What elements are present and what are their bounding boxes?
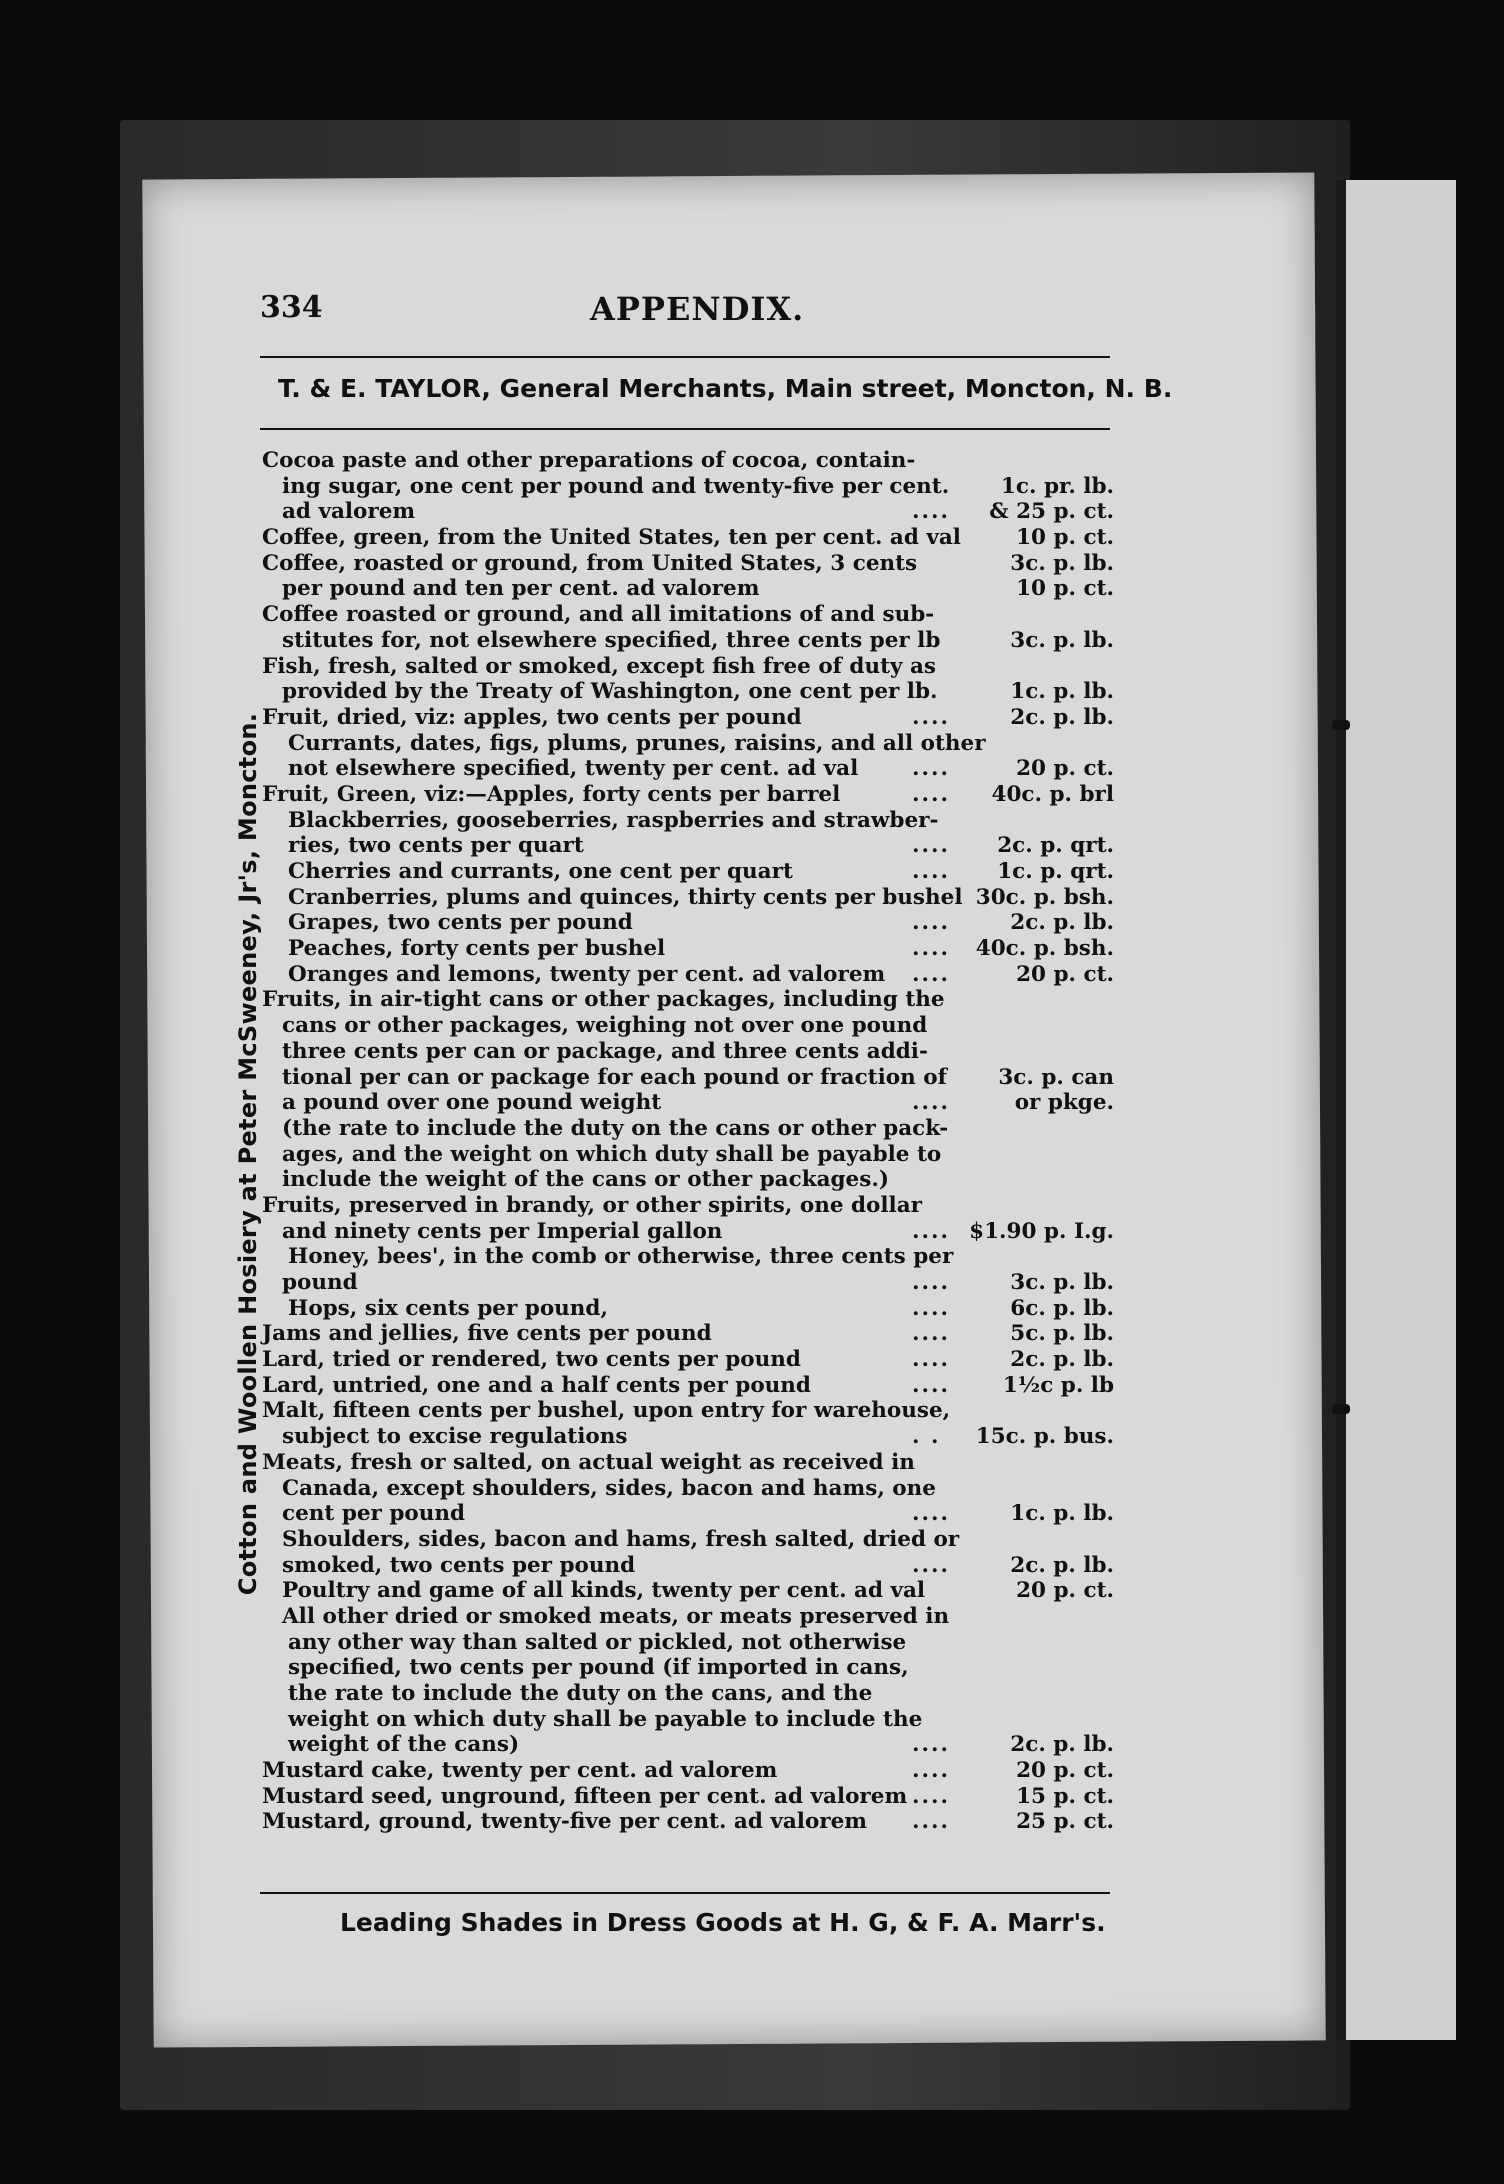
tariff-line — [262, 525, 1114, 551]
leader-dots: . . — [912, 1424, 941, 1450]
tariff-line — [262, 1604, 1114, 1630]
duty-rate: 5c. p. lb. — [1010, 1321, 1114, 1347]
item-text: ing sugar, one cent per pound and twenty-five per cent. — [282, 473, 950, 499]
tariff-line — [262, 1655, 1114, 1681]
item-text: a pound over one pound weight — [282, 1090, 662, 1116]
item-text: Currants, dates, figs, plums, prunes, raisins, and all other — [288, 730, 986, 756]
tariff-line — [262, 833, 1114, 859]
leader-dots: .... — [912, 499, 950, 525]
leader-dots: .... — [912, 910, 950, 936]
duty-rate: 40c. p. bsh. — [975, 936, 1114, 962]
tariff-line — [262, 1476, 1114, 1502]
duty-rate: 2c. p. lb. — [1010, 1552, 1114, 1578]
tariff-line — [262, 1578, 1114, 1604]
tariff-line — [262, 1065, 1114, 1091]
tariff-line — [262, 1090, 1114, 1116]
tariff-line — [262, 576, 1114, 602]
item-text: ages, and the weight on which duty shall be payable to — [282, 1141, 942, 1167]
item-text: smoked, two cents per pound — [282, 1552, 636, 1578]
tariff-line — [262, 1424, 1114, 1450]
item-text: Meats, fresh or salted, on actual weight as received in — [262, 1449, 915, 1475]
item-text: Malt, fifteen cents per bushel, upon entry for warehouse, — [262, 1398, 951, 1424]
tariff-line — [262, 1296, 1114, 1322]
facing-page-edge — [1336, 180, 1456, 2040]
leader-dots: .... — [912, 781, 950, 807]
duty-rate: 15 p. ct. — [1016, 1783, 1114, 1809]
tariff-line — [262, 1450, 1114, 1476]
duty-rate: 2c. p. lb. — [1010, 704, 1114, 730]
item-text: Shoulders, sides, bacon and hams, fresh salted, dried or — [282, 1526, 960, 1552]
item-text: Mustard cake, twenty per cent. ad valorem — [262, 1758, 778, 1784]
item-text: Poultry and game of all kinds, twenty per cent. ad val — [282, 1578, 926, 1604]
tariff-line — [262, 602, 1114, 628]
leader-dots: .... — [912, 1090, 950, 1116]
tariff-line — [262, 1321, 1114, 1347]
item-text: Coffee, green, from the United States, ten per cent. ad val — [262, 525, 961, 551]
duty-rate: 20 p. ct. — [1016, 756, 1114, 782]
tariff-line — [262, 885, 1114, 911]
duty-rate: 3c. p. can — [998, 1064, 1114, 1090]
leader-dots: .... — [912, 756, 950, 782]
tariff-line — [262, 1013, 1114, 1039]
duty-rate: 25 p. ct. — [1016, 1809, 1114, 1835]
duty-rate: 30c. p. bsh. — [975, 884, 1114, 910]
tariff-line — [262, 499, 1114, 525]
item-text: provided by the Treaty of Washington, one cent per lb. — [282, 679, 938, 705]
duty-rate: 3c. p. lb. — [1010, 550, 1114, 576]
item-text: Lard, untried, one and a half cents per pound — [262, 1372, 811, 1398]
duty-rate: 3c. p. lb. — [1010, 1270, 1114, 1295]
item-text: ad valorem — [282, 499, 416, 525]
item-text: the rate to include the duty on the cans, and the — [288, 1681, 873, 1706]
item-text: All other dried or smoked meats, or meats preserved in — [282, 1603, 950, 1629]
tariff-line — [262, 705, 1114, 731]
item-text: tional per can or package for each pound or fraction of — [282, 1064, 947, 1090]
duty-rate: 2c. p. lb. — [1010, 1347, 1114, 1373]
item-text: stitutes for, not elsewhere specified, three cents per lb — [282, 627, 941, 653]
duty-rate: 1c. p. lb. — [1010, 679, 1114, 705]
page-header — [260, 290, 1110, 334]
tariff-line — [262, 1270, 1114, 1296]
item-text: Grapes, two cents per pound — [288, 910, 633, 936]
tariff-line — [262, 1373, 1114, 1399]
item-text: three cents per can or package, and three cents addi- — [282, 1038, 928, 1064]
tariff-line — [262, 1732, 1114, 1758]
bottom-advertisement: Leading Shades in Dress Goods at H. G, & F. A. Marr's. — [340, 1908, 1106, 1937]
side-advertisement: Cotton and Woollen Hosiery at Peter McSweeney, Jr's, Moncton. — [234, 712, 262, 1596]
tariff-line — [262, 1167, 1114, 1193]
tariff-line — [262, 1758, 1114, 1784]
page-number: 334 — [260, 290, 323, 325]
item-text: per pound and ten per cent. ad valorem — [282, 576, 760, 602]
tariff-line — [262, 1527, 1114, 1553]
tariff-line — [262, 1116, 1114, 1142]
item-text: Coffee, roasted or ground, from United States, 3 cents — [262, 550, 918, 576]
item-text: Fish, fresh, salted or smoked, except fish free of duty as — [262, 653, 937, 679]
leader-dots: .... — [912, 704, 950, 730]
item-text: include the weight of the cans or other packages.) — [282, 1167, 889, 1193]
item-text: Cranberries, plums and quinces, thirty cents per bushel — [288, 884, 963, 910]
tariff-line — [262, 808, 1114, 834]
leader-dots: .... — [912, 1732, 950, 1758]
running-title: APPENDIX. — [590, 290, 805, 328]
item-text: pound — [282, 1270, 358, 1295]
header-rule — [260, 356, 1110, 358]
tariff-line — [262, 962, 1114, 988]
tariff-line — [262, 1707, 1114, 1733]
leader-dots: .... — [912, 1758, 950, 1784]
duty-rate: 40c. p. brl — [991, 781, 1114, 807]
duty-rate: 2c. p. qrt. — [997, 833, 1114, 859]
leader-dots: .... — [912, 1552, 950, 1578]
tariff-line — [262, 1553, 1114, 1579]
item-text: Fruit, dried, viz: apples, two cents per pound — [262, 704, 802, 730]
item-text: Cocoa paste and other preparations of cocoa, contain- — [262, 448, 916, 473]
tariff-line — [262, 756, 1114, 782]
leader-dots: .... — [912, 1295, 950, 1321]
item-text: cent per pound — [282, 1501, 466, 1527]
item-text: any other way than salted or pickled, not otherwise — [288, 1629, 907, 1655]
tariff-line — [262, 731, 1114, 757]
item-text: Fruits, preserved in brandy, or other spirits, one dollar — [262, 1192, 922, 1218]
item-text: Blackberries, gooseberries, raspberries and strawber- — [288, 807, 939, 833]
leader-dots: .... — [912, 936, 950, 962]
item-text: Oranges and lemons, twenty per cent. ad valorem — [288, 961, 886, 987]
item-text: Canada, except shoulders, sides, bacon and hams, one — [282, 1475, 936, 1501]
duty-rate: 3c. p. lb. — [1010, 627, 1114, 653]
tariff-line — [262, 1193, 1114, 1219]
tariff-line — [262, 1398, 1114, 1424]
item-text: Peaches, forty cents per bushel — [288, 936, 666, 962]
duty-rate: $1.90 p. I.g. — [969, 1218, 1114, 1244]
duty-rate: 10 p. ct. — [1016, 576, 1114, 602]
tariff-line — [262, 551, 1114, 577]
duty-rate: 2c. p. lb. — [1010, 1732, 1114, 1758]
tariff-line — [262, 1219, 1114, 1245]
tariff-line — [262, 1501, 1114, 1527]
top-advertisement: T. & E. TAYLOR, General Merchants, Main street, Moncton, N. B. — [278, 374, 1173, 403]
duty-rate: & 25 p. ct. — [989, 499, 1114, 525]
item-text: Jams and jellies, five cents per pound — [262, 1321, 712, 1347]
item-text: Coffee roasted or ground, and all imitations of and sub- — [262, 602, 935, 628]
item-text: specified, two cents per pound (if imported in cans, — [288, 1655, 909, 1681]
item-text: Cherries and currants, one cent per quart — [288, 859, 793, 884]
item-text: and ninety cents per Imperial gallon — [282, 1218, 723, 1244]
leader-dots: .... — [912, 1501, 950, 1527]
duty-rate: 1c. pr. lb. — [1000, 473, 1114, 499]
duty-rate: 10 p. ct. — [1016, 525, 1114, 551]
item-text: ries, two cents per quart — [288, 833, 584, 859]
tariff-line — [262, 936, 1114, 962]
duty-rate: or pkge. — [1014, 1090, 1114, 1116]
tariff-line — [262, 679, 1114, 705]
tariff-line — [262, 1630, 1114, 1656]
duty-rate: 6c. p. lb. — [1010, 1295, 1114, 1321]
binding-stitch — [1332, 1404, 1350, 1414]
ad-rule — [260, 428, 1110, 430]
item-text: weight of the cans) — [288, 1732, 520, 1758]
leader-dots: .... — [912, 859, 950, 884]
item-text: Mustard seed, unground, fifteen per cent. ad valorem — [262, 1783, 908, 1809]
tariff-line — [262, 474, 1114, 500]
item-text: Fruit, Green, viz:—Apples, forty cents per barrel — [262, 781, 841, 807]
item-text: (the rate to include the duty on the cans or other pack- — [282, 1115, 949, 1141]
tariff-line — [262, 448, 1114, 474]
leader-dots: .... — [912, 833, 950, 859]
item-text: Mustard, ground, twenty-five per cent. ad valorem — [262, 1809, 868, 1835]
leader-dots: .... — [912, 961, 950, 987]
leader-dots: .... — [912, 1270, 950, 1295]
tariff-list — [262, 448, 1114, 1835]
tariff-line — [262, 654, 1114, 680]
duty-rate: 1c. p. qrt. — [997, 859, 1114, 884]
tariff-line — [262, 782, 1114, 808]
tariff-line — [262, 1142, 1114, 1168]
tariff-line — [262, 628, 1114, 654]
tariff-line — [262, 859, 1114, 885]
leader-dots: .... — [912, 1347, 950, 1373]
duty-rate: 20 p. ct. — [1016, 1758, 1114, 1784]
leader-dots: .... — [912, 1783, 950, 1809]
leader-dots: .... — [912, 1809, 950, 1835]
footer-rule — [260, 1892, 1110, 1894]
duty-rate: 2c. p. lb. — [1010, 910, 1114, 936]
item-text: Hops, six cents per pound, — [288, 1295, 608, 1321]
item-text: Honey, bees', in the comb or otherwise, three cents per — [288, 1244, 954, 1270]
tariff-line — [262, 1244, 1114, 1270]
duty-rate: 20 p. ct. — [1016, 1578, 1114, 1604]
item-text: Fruits, in air-tight cans or other packages, including the — [262, 987, 945, 1013]
duty-rate: 15c. p. bus. — [975, 1424, 1114, 1450]
binding-stitch — [1332, 720, 1350, 730]
tariff-line — [262, 1347, 1114, 1373]
item-text: weight on which duty shall be payable to include the — [288, 1706, 923, 1732]
duty-rate: 1½c p. lb — [1002, 1372, 1114, 1398]
leader-dots: .... — [912, 1321, 950, 1347]
tariff-line — [262, 910, 1114, 936]
item-text: cans or other packages, weighing not over one pound — [282, 1013, 928, 1039]
item-text: subject to excise regulations — [282, 1424, 628, 1450]
item-text: Lard, tried or rendered, two cents per pound — [262, 1347, 801, 1373]
tariff-line — [262, 987, 1114, 1013]
leader-dots: .... — [912, 1218, 950, 1244]
duty-rate: 20 p. ct. — [1016, 961, 1114, 987]
duty-rate: 1c. p. lb. — [1010, 1501, 1114, 1527]
item-text: not elsewhere specified, twenty per cent. ad val — [288, 756, 859, 782]
tariff-line — [262, 1039, 1114, 1065]
leader-dots: .... — [912, 1372, 950, 1398]
tariff-line — [262, 1809, 1114, 1835]
tariff-line — [262, 1784, 1114, 1810]
tariff-line — [262, 1681, 1114, 1707]
